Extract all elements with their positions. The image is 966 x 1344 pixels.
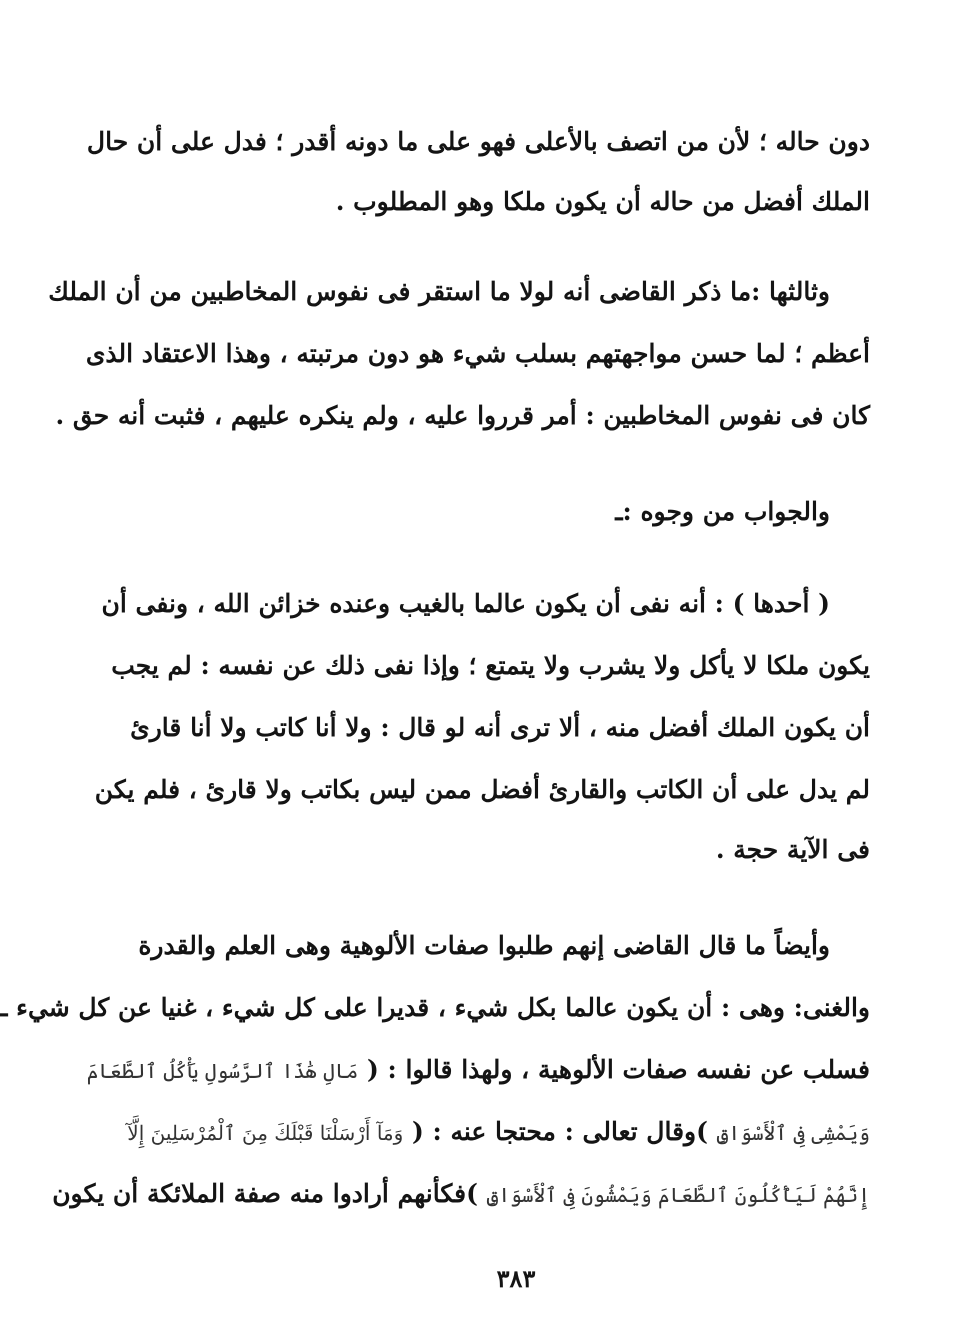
quran-verse: إِنَّهُمْ لَيَأْكُلُونَ ٱلطَّعَامَ وَيَمْشُونَ فِى ٱلْأَسْوَاقِ bbox=[486, 1183, 870, 1207]
quran-verse: مَالِ هَٰذَا ٱلرَّسُولِ يَأْكُلُ ٱلطَّعَامَ bbox=[86, 1059, 359, 1083]
text-line: يكون ملكا لا يأكل ولا يشرب ولا يتمتع ؛ وإذا نفى ذلك عن نفسه : لم يجب bbox=[111, 651, 870, 680]
quran-verse: وَمَآ أَرْسَلْنَا قَبْلَكَ مِنَ ٱلْمُرْسَلِينَ إِلَّآ bbox=[127, 1121, 404, 1145]
text-line: كان فى نفوس المخاطبين : أمر قرروا عليه ، ولم ينكره عليهم ، فثبت أنه حق . bbox=[55, 401, 870, 430]
text-line: ( أحدها ) : أنه نفى أن يكون عالما بالغيب وعنده خزائن الله ، ونفى أن bbox=[101, 589, 830, 618]
text-segment: )فكأنهم أرادوا منه صفة الملائكة أن يكون bbox=[52, 1179, 478, 1208]
text-line bbox=[52, 1174, 870, 1214]
text-segment: )وقال تعالى : محتجا عنه : ( bbox=[412, 1117, 708, 1146]
text-line bbox=[127, 1112, 870, 1152]
text-line: والجواب من وجوه :ـ bbox=[615, 497, 830, 526]
page-number: ٣٨٣ bbox=[496, 1264, 536, 1293]
text-line: أعظم ؛ لما حسن مواجهتهم بسلب شيء هو دون مرتبته ، وهذا الاعتقاد الذى bbox=[85, 339, 870, 368]
text-line: لم يدل على أن الكاتب والقارئ أفضل ممن ليس بكاتب ولا قارئ ، فلم يكن bbox=[94, 775, 870, 804]
text-line: الملك أفضل من حاله أن يكون ملكا وهو المطلوب . bbox=[335, 187, 870, 216]
text-segment: فسلب عن نفسه صفات الألوهية ، ولهذا قالوا : ( bbox=[366, 1055, 870, 1084]
text-line: أن يكون الملك أفضل منه ، ألا ترى أنه لو قال : ولا أنا كاتب ولا أنا قارئ bbox=[130, 713, 870, 742]
quran-verse: وَيَمْشِى فِى ٱلْأَسْوَاقِ bbox=[716, 1121, 870, 1145]
text-line: دون حاله ؛ لأن من اتصف بالأعلى فهو على ما دونه أقدر ؛ فدل على أن حال bbox=[86, 127, 870, 156]
text-line: وثالثها :ما ذكر القاضى أنه لولا ما استقر فى نفوس المخاطبين من أن الملك bbox=[48, 277, 830, 306]
text-line: وأيضاً ما قال القاضى إنهم طلبوا صفات الألوهية وهى العلم والقدرة bbox=[138, 931, 830, 960]
text-line bbox=[86, 1050, 870, 1090]
text-line: والغنى: وهى : أن يكون عالما بكل شيء ، قديرا على كل شيء ، غنيا عن كل شيء ـ bbox=[0, 993, 870, 1022]
text-line: فى الآية حجة . bbox=[715, 835, 870, 864]
